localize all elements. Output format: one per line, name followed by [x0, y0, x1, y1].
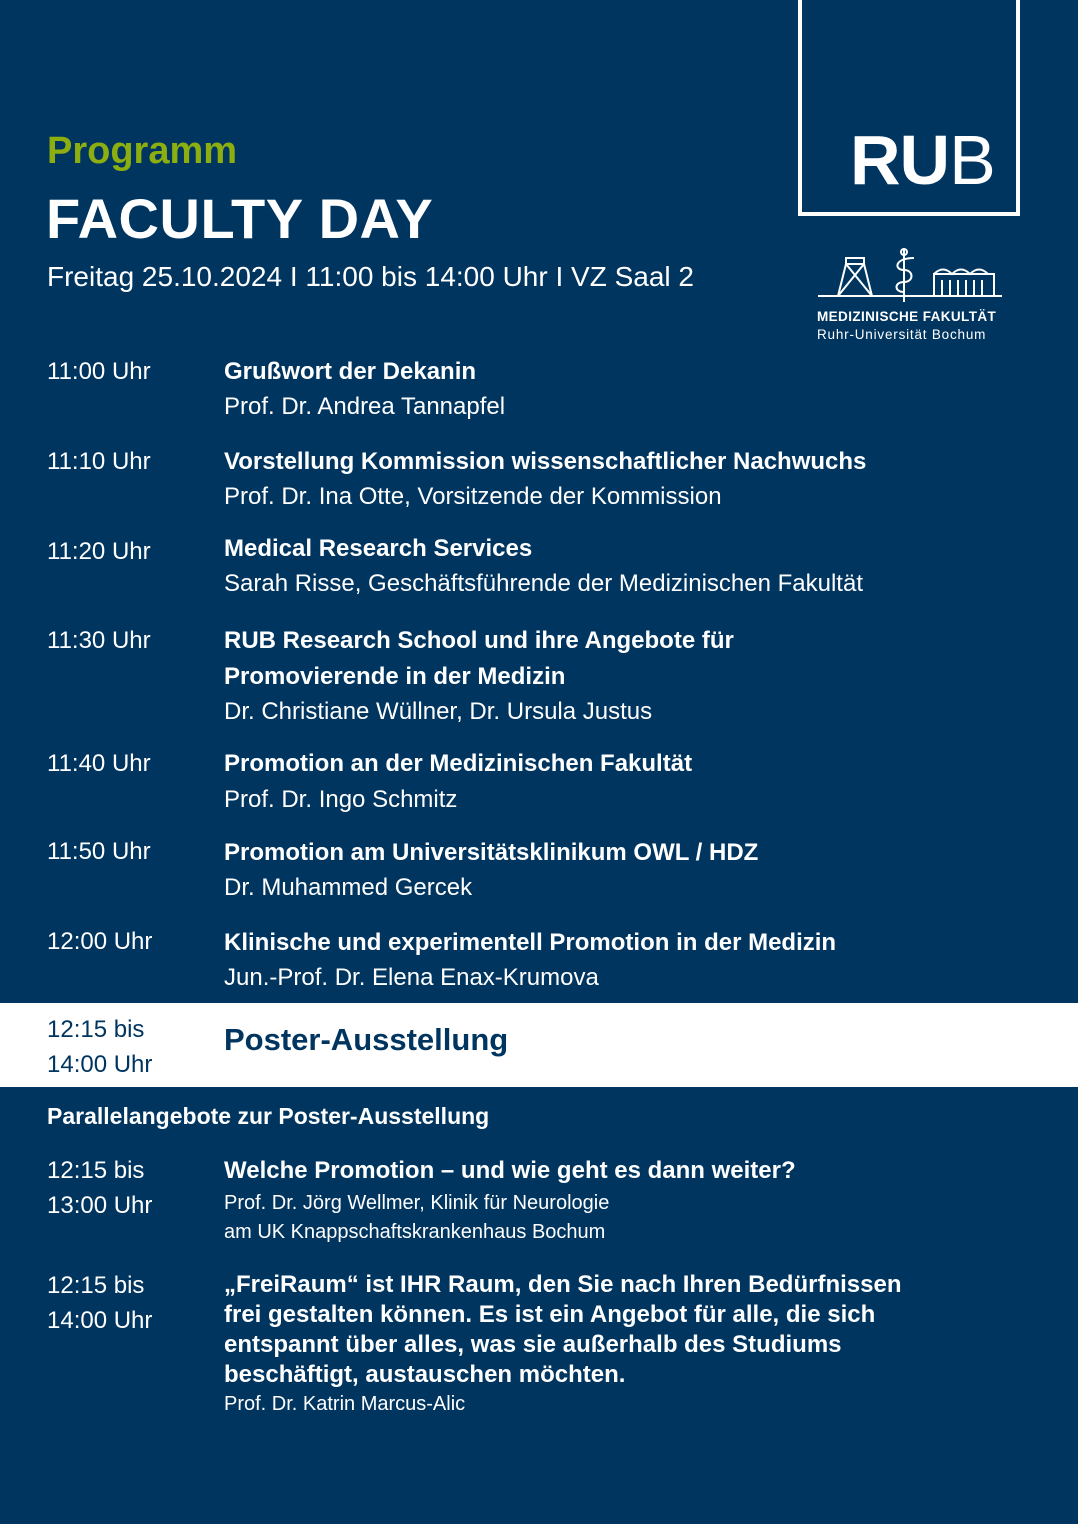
schedule-topic: Vorstellung Kommission wissenschaftlicher Nachwuchs: [224, 448, 867, 475]
poster-time: [47, 1012, 152, 1082]
schedule-topic: Grußwort der Dekanin: [224, 358, 477, 385]
poster-time-end: 14:00 Uhr: [47, 1051, 153, 1078]
parallel-heading: Parallelangebote zur Poster-Ausstellung: [47, 1103, 490, 1129]
parallel-topic: frei gestalten können. Es ist ein Angebot für alle, die sich: [224, 1301, 876, 1328]
schedule-speaker: Sarah Risse, Geschäftsführende der Medizinischen Fakultät: [224, 570, 863, 597]
schedule-time: 11:00 Uhr: [47, 358, 151, 385]
schedule-topic: RUB Research School und ihre Angebote für: [224, 627, 734, 654]
schedule-topic: Promotion am Universitätsklinikum OWL / HDZ: [224, 839, 759, 866]
faculty-name: MEDIZINISCHE FAKULTÄT: [817, 309, 997, 324]
schedule-time: 12:00 Uhr: [47, 928, 153, 955]
schedule-time: 11:40 Uhr: [47, 750, 151, 777]
poster-title: Poster-Ausstellung: [224, 1022, 509, 1057]
parallel-topic: „FreiRaum“ ist IHR Raum, den Sie nach Ihren Bedürfnissen: [224, 1271, 902, 1298]
schedule-topic: Promotion an der Medizinischen Fakultät: [224, 750, 693, 777]
schedule-topic: Promovierende in der Medizin: [224, 663, 566, 690]
program-label: Programm: [47, 130, 238, 172]
event-subtitle: Freitag 25.10.2024 I 11:00 bis 14:00 Uhr I VZ Saal 2: [47, 261, 694, 292]
parallel-topic: entspannt über alles, was sie außerhalb des Studiums: [224, 1331, 842, 1358]
parallel-topic: Welche Promotion – und wie geht es dann weiter?: [224, 1157, 796, 1184]
parallel-time-end: 14:00 Uhr: [47, 1307, 153, 1334]
schedule-topic: Klinische und experimentell Promotion in der Medizin: [224, 929, 837, 956]
parallel-speaker: Prof. Dr. Katrin Marcus-Alic: [224, 1393, 466, 1415]
rub-logo: [798, 0, 1020, 216]
parallel-speaker: Prof. Dr. Jörg Wellmer, Klinik für Neurologie: [224, 1192, 610, 1214]
schedule-time: 11:10 Uhr: [47, 448, 151, 475]
faculty-emblem-icon: [816, 246, 1006, 306]
schedule-speaker: Dr. Christiane Wüllner, Dr. Ursula Justus: [224, 698, 653, 725]
parallel-time-end: 13:00 Uhr: [47, 1192, 153, 1219]
poster-time-start: 12:15 bis: [47, 1016, 145, 1043]
schedule-topic: Medical Research Services: [224, 535, 533, 562]
parallel-time-start: 12:15 bis: [47, 1157, 145, 1184]
parallel-topic: beschäftigt, austauschen möchten.: [224, 1361, 626, 1388]
university-name: Ruhr-Universität Bochum: [817, 327, 987, 342]
page-title: FACULTY DAY: [46, 187, 434, 250]
schedule-speaker: Prof. Dr. Ingo Schmitz: [224, 786, 458, 813]
schedule-time: 11:20 Uhr: [47, 538, 151, 565]
schedule-speaker: Prof. Dr. Andrea Tannapfel: [224, 393, 506, 420]
schedule-speaker: Prof. Dr. Ina Otte, Vorsitzende der Kommission: [224, 483, 722, 510]
rub-logo-text-light: B: [949, 121, 995, 199]
schedule-speaker: Jun.-Prof. Dr. Elena Enax-Krumova: [224, 964, 599, 991]
schedule-time: 11:30 Uhr: [47, 627, 151, 654]
rub-logo-text: [850, 121, 995, 199]
poster-session-band: [0, 1003, 1078, 1087]
schedule-time: 11:50 Uhr: [47, 838, 151, 865]
rub-logo-text-bold: RU: [850, 121, 950, 199]
parallel-time-start: 12:15 bis: [47, 1272, 145, 1299]
parallel-speaker: am UK Knappschaftskrankenhaus Bochum: [224, 1221, 606, 1243]
schedule-speaker: Dr. Muhammed Gercek: [224, 874, 473, 901]
